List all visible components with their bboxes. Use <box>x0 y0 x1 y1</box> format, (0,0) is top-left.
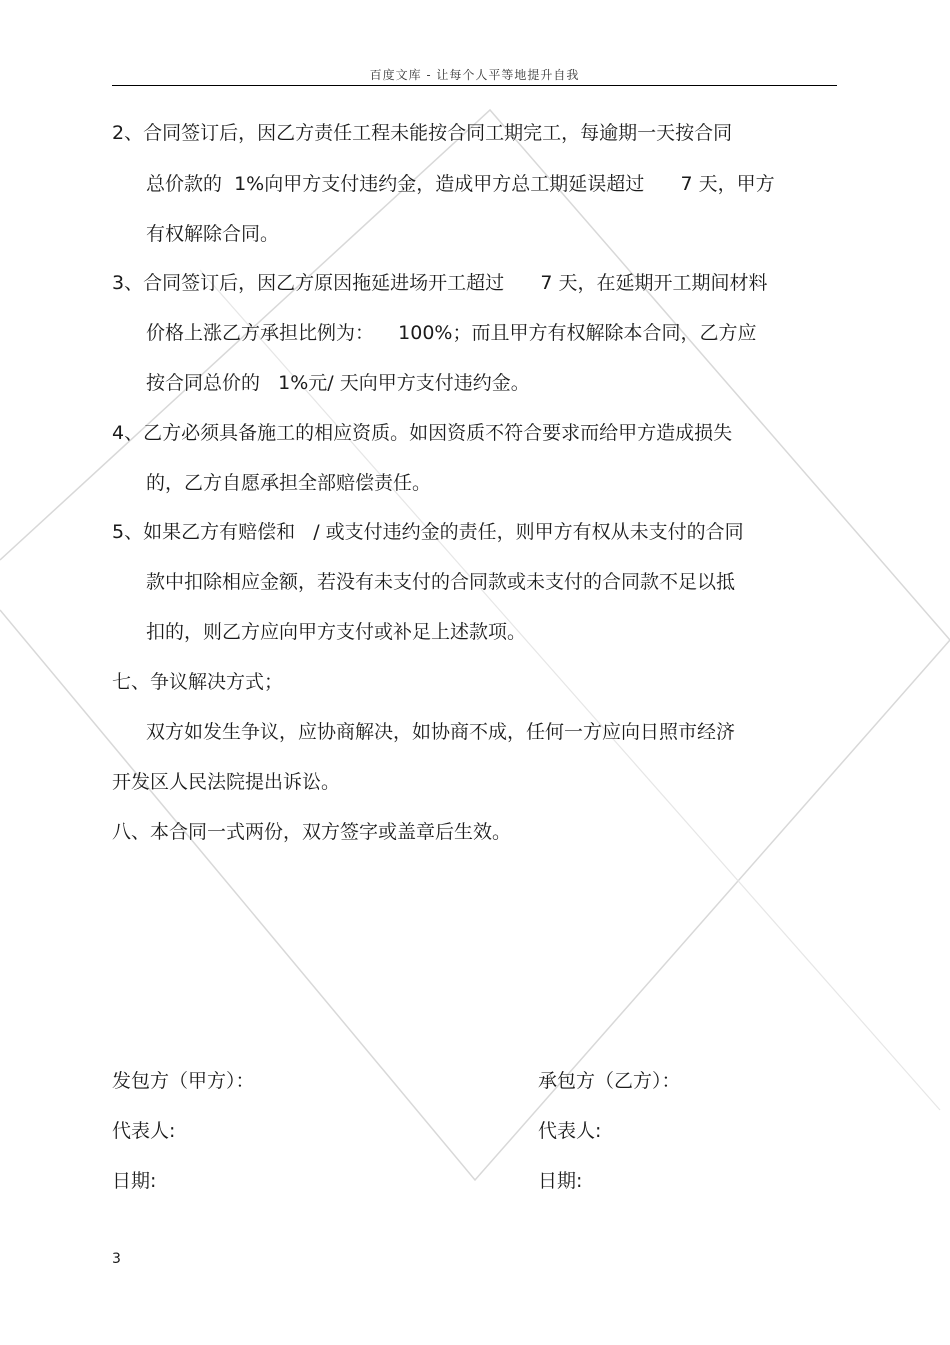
section-7-heading: 七、争议解决方式； <box>112 671 284 693</box>
section-8-heading: 八、本合同一式两份，双方签字或盖章后生效。 <box>112 821 512 843</box>
party-b-label: 承包方（乙方）： <box>538 1070 681 1092</box>
party-a-label: 发包方（甲方）： <box>112 1070 255 1092</box>
section-7-body-line-2: 开发区人民法院提出诉讼。 <box>112 771 341 793</box>
clause-4-line-1: 4、乙方必须具备施工的相应资质。如因资质不符合要求而给甲方造成损失 <box>112 422 733 444</box>
section-7-body-line-1: 双方如发生争议，应协商解决，如协商不成，任何一方应向日照市经济 <box>146 721 736 743</box>
page-number: 3 <box>112 1251 121 1267</box>
page-header: 百度文库 - 让每个人平等地提升自我 <box>369 68 580 82</box>
party-a-representative: 代表人: <box>112 1120 176 1142</box>
clause-2-line-2: 总价款的 1%向甲方支付违约金，造成甲方总工期延误超过 7 天，甲方 <box>146 173 775 195</box>
clause-3-line-3: 按合同总价的 1%元/ 天向甲方支付违约金。 <box>146 372 530 394</box>
clause-5-line-3: 扣的，则乙方应向甲方支付或补足上述款项。 <box>146 621 527 643</box>
clause-3-line-2: 价格上涨乙方承担比例为： 100%；而且甲方有权解除本合同，乙方应 <box>146 322 757 344</box>
party-b-date: 日期: <box>538 1170 583 1192</box>
clause-3-line-1: 3、合同签订后，因乙方原因拖延进场开工超过 7 天，在延期开工期间材料 <box>112 272 768 294</box>
clause-2-line-1: 2、合同签订后，因乙方责任工程未能按合同工期完工，每逾期一天按合同 <box>112 122 733 144</box>
header-divider <box>112 85 837 86</box>
clause-2-line-3: 有权解除合同。 <box>146 223 280 245</box>
clause-5-line-2: 款中扣除相应金额，若没有未支付的合同款或未支付的合同款不足以抵 <box>146 571 736 593</box>
clause-4-line-2: 的，乙方自愿承担全部赔偿责任。 <box>146 472 432 494</box>
party-a-date: 日期: <box>112 1170 157 1192</box>
clause-5-line-1: 5、如果乙方有赔偿和 / 或支付违约金的责任，则甲方有权从未支付的合同 <box>112 521 744 543</box>
party-b-representative: 代表人: <box>538 1120 602 1142</box>
